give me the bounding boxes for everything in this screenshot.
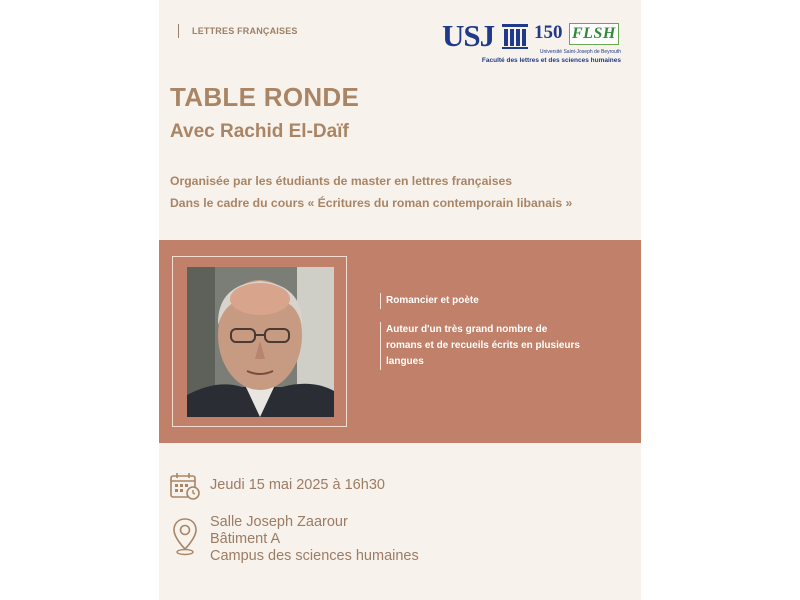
event-title: TABLE RONDE bbox=[170, 82, 360, 112]
poster bbox=[159, 0, 641, 600]
event-date: Jeudi 15 mai 2025 à 16h30 bbox=[210, 477, 385, 493]
anniversary-mark: 150 bbox=[534, 22, 563, 43]
bio-line-role: Romancier et poète bbox=[380, 293, 586, 309]
location-campus: Campus des sciences humaines bbox=[210, 548, 419, 564]
usj-emblem-icon bbox=[501, 22, 529, 50]
flsh-logo bbox=[569, 23, 619, 45]
bio-line-works: Auteur d'un très grand nombre de romans et de recueils écrits en plusieurs langues bbox=[380, 322, 586, 370]
location-pin-icon bbox=[173, 518, 197, 556]
department-label: LETTRES FRANÇAISES bbox=[178, 24, 298, 38]
location-room: Salle Joseph Zaarour bbox=[210, 514, 348, 530]
portrait-illustration bbox=[187, 267, 334, 417]
speaker-portrait bbox=[187, 267, 334, 417]
photo-frame bbox=[172, 256, 347, 427]
location-building: Bâtiment A bbox=[210, 531, 281, 547]
usj-flsh-logo bbox=[439, 12, 629, 70]
event-subtitle: Avec Rachid El-Daïf bbox=[170, 121, 349, 142]
speaker-band bbox=[159, 240, 641, 443]
flsh-logo-text: FLSH bbox=[572, 25, 616, 42]
usj-logo-text: USJ bbox=[442, 18, 495, 53]
course-line: Dans le cadre du cours « Écritures du roman contemporain libanais » bbox=[170, 196, 573, 210]
university-name: Université Saint-Joseph de Beyrouth bbox=[539, 49, 621, 55]
faculty-name: Faculté des lettres et des sciences humaines bbox=[481, 57, 621, 64]
organizer-line: Organisée par les étudiants de master en lettres françaises bbox=[170, 174, 513, 188]
calendar-icon bbox=[170, 472, 200, 500]
